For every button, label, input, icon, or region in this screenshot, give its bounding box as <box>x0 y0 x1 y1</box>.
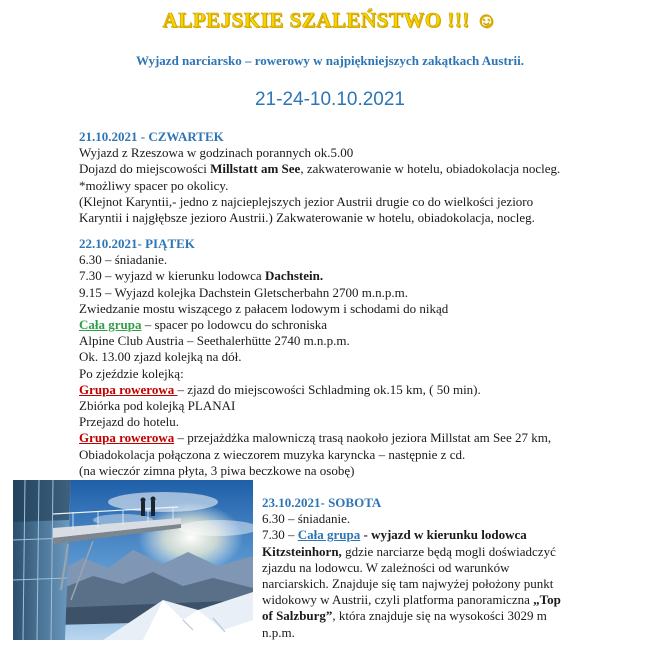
day2-section <box>79 236 599 479</box>
glacier-photo-illustration <box>13 480 253 640</box>
day1-heading: 21.10.2021 - CZWARTEK <box>79 129 224 144</box>
day3-line6 <box>262 592 602 608</box>
day3-line7-a: of Salzburg” <box>262 608 333 624</box>
day2-line5-group: Cała grupa <box>79 317 142 333</box>
day3-line7 <box>262 608 602 624</box>
day2-line12-group: Grupa rowerowa <box>79 430 175 446</box>
day2-line4: Zwiedzanie mostu wiszącego z pałacem lodowym i schodami do nikąd <box>79 300 449 316</box>
day2-line9-group: Grupa rowerowa <box>79 381 178 397</box>
day3-line3-a: Kitzsteinhorn, <box>262 543 342 559</box>
day2-line13: Obiadokolacja połączona z wieczorem muzyka karyncka – następnie z cd. <box>79 446 466 462</box>
day2-line9 <box>79 382 599 398</box>
day2-line2 <box>79 268 599 284</box>
day2-line2-b: Dachstein. <box>264 268 324 284</box>
day3-line6-b: „Top <box>533 592 561 608</box>
day3-section <box>262 495 602 641</box>
day2-line12-b: – przejażdżka malowniczą trasą naokoło jeziora Millstat am See 27 km, <box>174 430 552 446</box>
day2-line5 <box>79 317 599 333</box>
day2-line11: Przejazd do hotelu. <box>79 414 179 430</box>
trip-dates: 21-24-10.10.2021 <box>254 89 405 110</box>
day3-line5: narciarskich. Znajduje się tam najwyżej położony punkt <box>262 576 554 592</box>
day2-line1: 6.30 – śniadanie. <box>79 252 168 268</box>
day1-section <box>79 129 599 226</box>
day2-line8: Po zjeździe kolejką: <box>79 365 184 381</box>
day3-line3-b: gdzie narciarze będą mogli doświadczyć <box>341 543 556 559</box>
day3-line7-b: , która znajduje się na wysokości 3029 m <box>332 608 547 624</box>
day2-line9-b: – zjazd do miejscowości Schladming ok.15 km, ( 50 min). <box>177 381 481 397</box>
day1-line3: *możliwy spacer po okolicy. <box>79 177 229 193</box>
day3-line2-c: - wyjazd w kierunku lodowca <box>360 527 527 543</box>
day2-line6: Alpine Club Austria – Seethalerhütte 2740 m.n.p.m. <box>79 333 350 349</box>
day2-heading: 22.10.2021- PIĄTEK <box>79 236 195 251</box>
day1-line2-a: Dojazd do miejscowości <box>79 161 211 177</box>
day3-heading: 23.10.2021- SOBOTA <box>262 495 382 510</box>
document-title: ALPEJSKIE SZALEŃSTWO !!! ☺ <box>162 8 498 32</box>
day1-line4: (Klejnot Karyntii,- jedno z najcieplejszych jezior Austrii drugie co do wielkości jezioro <box>79 193 534 209</box>
day1-line2-b: Millstatt am See <box>210 161 301 177</box>
day2-line14: (na wieczór zimna płyta, 3 piwa beczkowe na osobę) <box>79 462 355 478</box>
day1-line2-c: , zakwaterowanie w hotelu, obiadokolacja nocleg. <box>300 161 561 177</box>
day1-line5: Karyntii i najgłębsze jezioro Austrii.) Zakwaterowanie w hotelu, obiadokolacja, nocleg. <box>79 210 535 226</box>
day3-line3 <box>262 544 602 560</box>
day2-line10: Zbiórka pod kolejką PLANAI <box>79 398 236 414</box>
glacier-platform-photo <box>13 480 253 640</box>
day2-line2-a: 7.30 – wyjazd w kierunku lodowca <box>79 268 265 284</box>
day1-line1: Wyjazd z Rzeszowa w godzinach porannych ok.5.00 <box>79 145 354 161</box>
day3-line2-group: Cała grupa <box>297 527 361 543</box>
day3-line2-a: 7.30 – <box>262 527 298 543</box>
document-subtitle: Wyjazd narciarsko – rowerowy w najpiękniejszych zakątkach Austrii. <box>135 53 525 68</box>
day2-line7: Ok. 13.00 zjazd kolejką na dół. <box>79 349 242 365</box>
day3-line2 <box>262 527 602 543</box>
day3-line1: 6.30 – śniadanie. <box>262 511 351 527</box>
day2-line3: 9.15 – Wyjazd kolejka Dachstein Gletscherbahn 2700 m.n.p.m. <box>79 284 408 300</box>
day3-line4: zjazdu na lodowcu. W zależności od warunków <box>262 559 510 575</box>
day2-line5-b: – spacer po lodowcu do schroniska <box>141 317 328 333</box>
day3-line8: n.p.m. <box>262 624 295 640</box>
day2-line12 <box>79 430 599 446</box>
day3-line6-a: widokowy w Austrii, czyli platforma panoramiczna <box>262 592 534 608</box>
day1-line2 <box>79 161 599 177</box>
